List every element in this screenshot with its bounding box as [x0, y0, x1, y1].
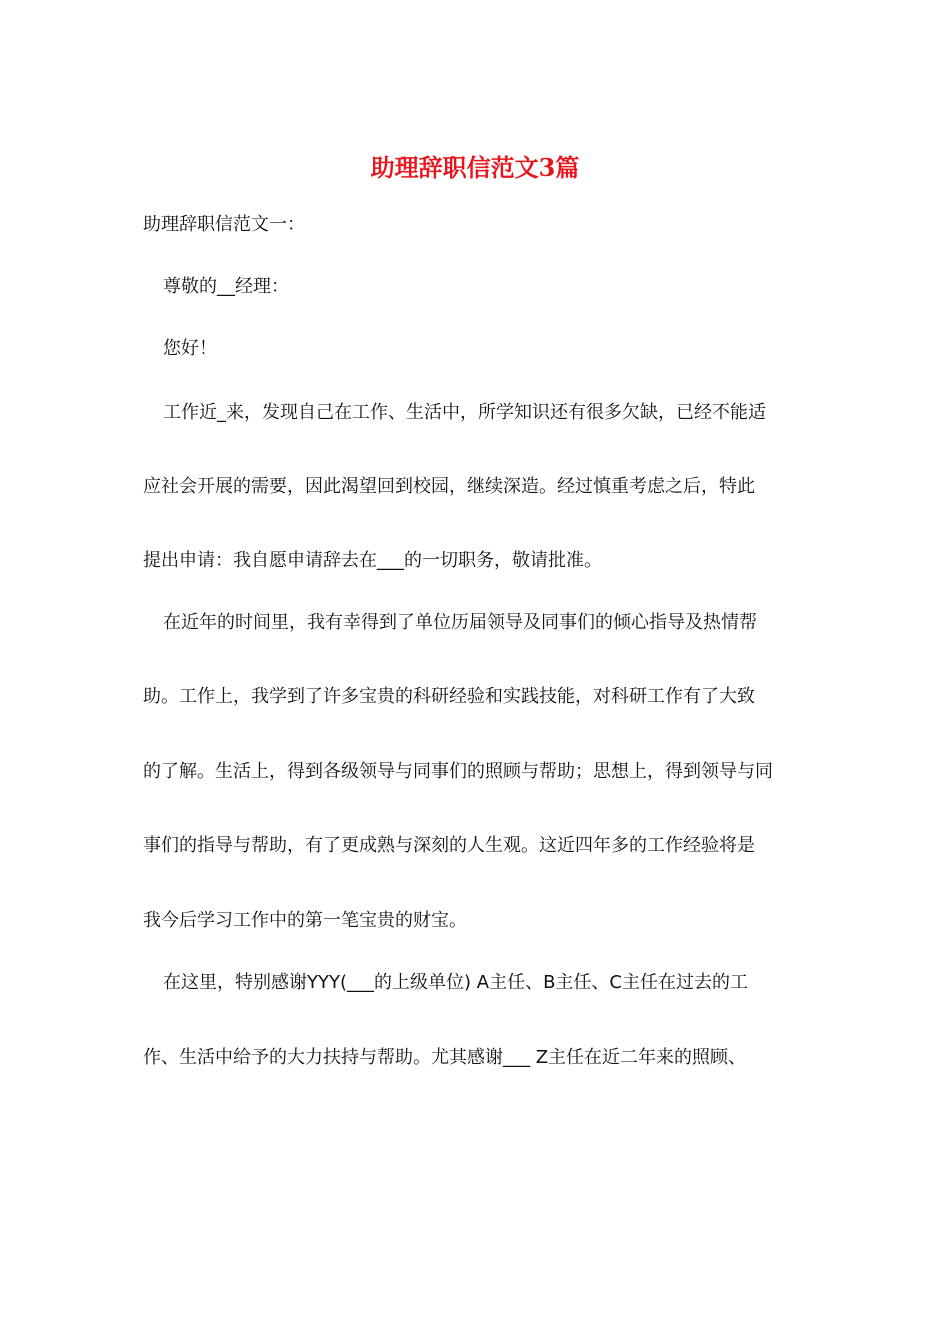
salutation: 尊敬的__经理：: [163, 276, 289, 297]
paragraph-line: 事们的指导与帮助，有了更成熟与深刻的人生观。这近四年多的工作经验将是: [143, 835, 755, 856]
paragraph-line: 工作近_来，发现自己在工作、生活中，所学知识还有很多欠缺，已经不能适: [163, 402, 766, 423]
section-heading: 助理辞职信范文一：: [143, 214, 305, 235]
paragraph-line: 在这里，特别感谢YYY(___的上级单位) A主任、B主任、C主任在过去的工: [163, 972, 748, 993]
paragraph-line: 的了解。生活上，得到各级领导与同事们的照顾与帮助；思想上，得到领导与同: [143, 761, 773, 782]
greeting: 您好！: [163, 338, 217, 359]
paragraph-line: 作、生活中给予的大力扶持与帮助。尤其感谢___ Z主任在近二年来的照顾、: [143, 1047, 747, 1068]
document-title: 助理辞职信范文3篇: [370, 153, 580, 182]
paragraph-line: 我今后学习工作中的第一笔宝贵的财宝。: [143, 910, 467, 931]
paragraph-line: 应社会开展的需要，因此渴望回到校园，继续深造。经过慎重考虑之后，特此: [143, 476, 755, 497]
paragraph-line: 提出申请：我自愿申请辞去在___的一切职务，敬请批准。: [143, 550, 602, 571]
paragraph-line: 助。工作上，我学到了许多宝贵的科研经验和实践技能，对科研工作有了大致: [143, 686, 755, 707]
paragraph-line: 在近年的时间里，我有幸得到了单位历届领导及同事们的倾心指导及热情帮: [163, 612, 757, 633]
